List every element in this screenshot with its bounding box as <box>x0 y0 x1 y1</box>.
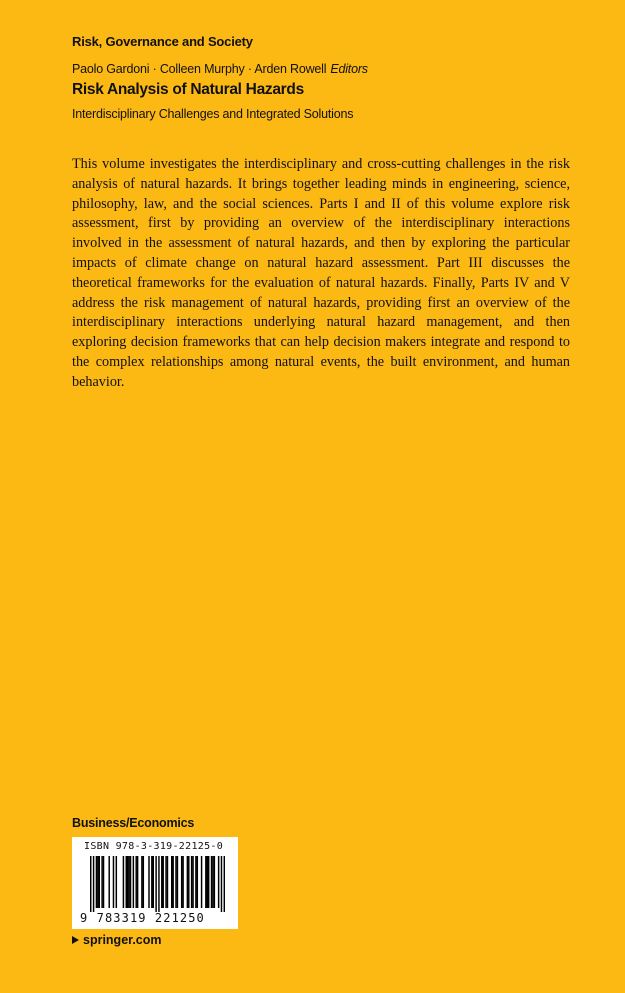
editor-names: Paolo Gardoni · Colleen Murphy · Arden Rowell <box>72 62 327 76</box>
barcode-bar <box>218 856 219 908</box>
arrow-right-icon <box>72 936 79 944</box>
barcode-bar <box>177 856 178 908</box>
barcode-bar <box>130 856 131 908</box>
barcode-bar <box>211 856 212 908</box>
barcode-bar <box>127 856 128 908</box>
barcode-bar <box>93 856 94 912</box>
barcode-bar <box>175 856 176 908</box>
barcode-bar <box>137 856 138 908</box>
barcode-bar <box>108 856 109 908</box>
barcode-bar <box>197 856 198 908</box>
barcode-bar <box>97 856 98 908</box>
isbn-barcode-box <box>72 837 238 929</box>
barcode-bar <box>181 856 182 908</box>
barcode-bar <box>201 856 202 908</box>
barcode-bar <box>208 856 209 908</box>
barcode-bar <box>158 856 159 912</box>
barcode-bar <box>172 856 173 908</box>
barcode-bar <box>151 856 152 908</box>
barcode-bar <box>143 856 144 908</box>
barcode-bar <box>99 856 100 908</box>
barcode-bar <box>123 856 124 908</box>
barcode-bar <box>191 856 192 908</box>
barcode-bar <box>187 856 188 908</box>
barcode-bar <box>128 856 129 908</box>
barcode-bar <box>182 856 183 908</box>
barcode-bar <box>205 856 206 908</box>
barcode-bar <box>126 856 127 908</box>
book-description: This volume investigates the interdisciplinary and cross-cutting challenges in the risk analysis of natural hazards. It brings together leading minds in engineering, science, philosophy, law, and the social sciences. Parts I and II of this volume explore risk assessment, first by providing an overview of the interdisciplinary interactions involved in the assessment of natural hazards, and then by exploring the particular impacts of climate change on natural hazard assessment. Part III discusses the theoretical frameworks for the evaluation of natural hazards. Finally, Parts IV and V address the risk management of natural hazards, providing first an overview of the interdisciplinary interactions underlying natural hazard management, and then exploring decision frameworks that can help decision makers integrate and respond to the complex relationships among natural events, the built environment, and human behavior. <box>72 156 570 390</box>
barcode-bar <box>221 856 222 912</box>
barcode-bar <box>153 856 154 908</box>
barcode-bar <box>188 856 189 908</box>
barcode-bar <box>116 856 117 908</box>
barcode-bar <box>207 856 208 908</box>
barcode-bar <box>195 856 196 908</box>
isbn-label: ISBN 978-3-319-22125-0 <box>84 841 224 852</box>
barcode-bar <box>224 856 225 912</box>
book-title: Risk Analysis of Natural Hazards <box>72 81 304 98</box>
barcode-bar <box>167 856 168 908</box>
barcode-bar <box>96 856 97 908</box>
barcode-bar <box>113 856 114 908</box>
series-title: Risk, Governance and Society <box>72 34 253 49</box>
barcode-bar <box>165 856 166 908</box>
barcode-bar <box>162 856 163 908</box>
barcode-bar <box>214 856 215 908</box>
barcode-digits: 9 783319 221250 <box>80 911 205 925</box>
barcode-bar <box>141 856 142 908</box>
book-subtitle: Interdisciplinary Challenges and Integrated Solutions <box>72 107 354 121</box>
barcode-bar <box>135 856 136 908</box>
barcode-bar <box>212 856 213 908</box>
barcode-bar <box>101 856 102 908</box>
subject-category: Business/Economics <box>72 816 195 830</box>
editors-role: Editors <box>330 62 368 76</box>
barcode-bar <box>155 856 156 912</box>
barcode-bar <box>171 856 172 908</box>
editors-line <box>72 62 368 76</box>
barcode-icon <box>90 856 225 912</box>
barcode-bar <box>161 856 162 908</box>
barcode-bar <box>133 856 134 908</box>
barcode-bar <box>148 856 149 908</box>
barcode-bar <box>90 856 91 912</box>
publisher-link-label: springer.com <box>83 933 162 947</box>
publisher-link[interactable] <box>72 933 162 947</box>
barcode-bar <box>103 856 104 908</box>
barcode-bar <box>192 856 193 908</box>
